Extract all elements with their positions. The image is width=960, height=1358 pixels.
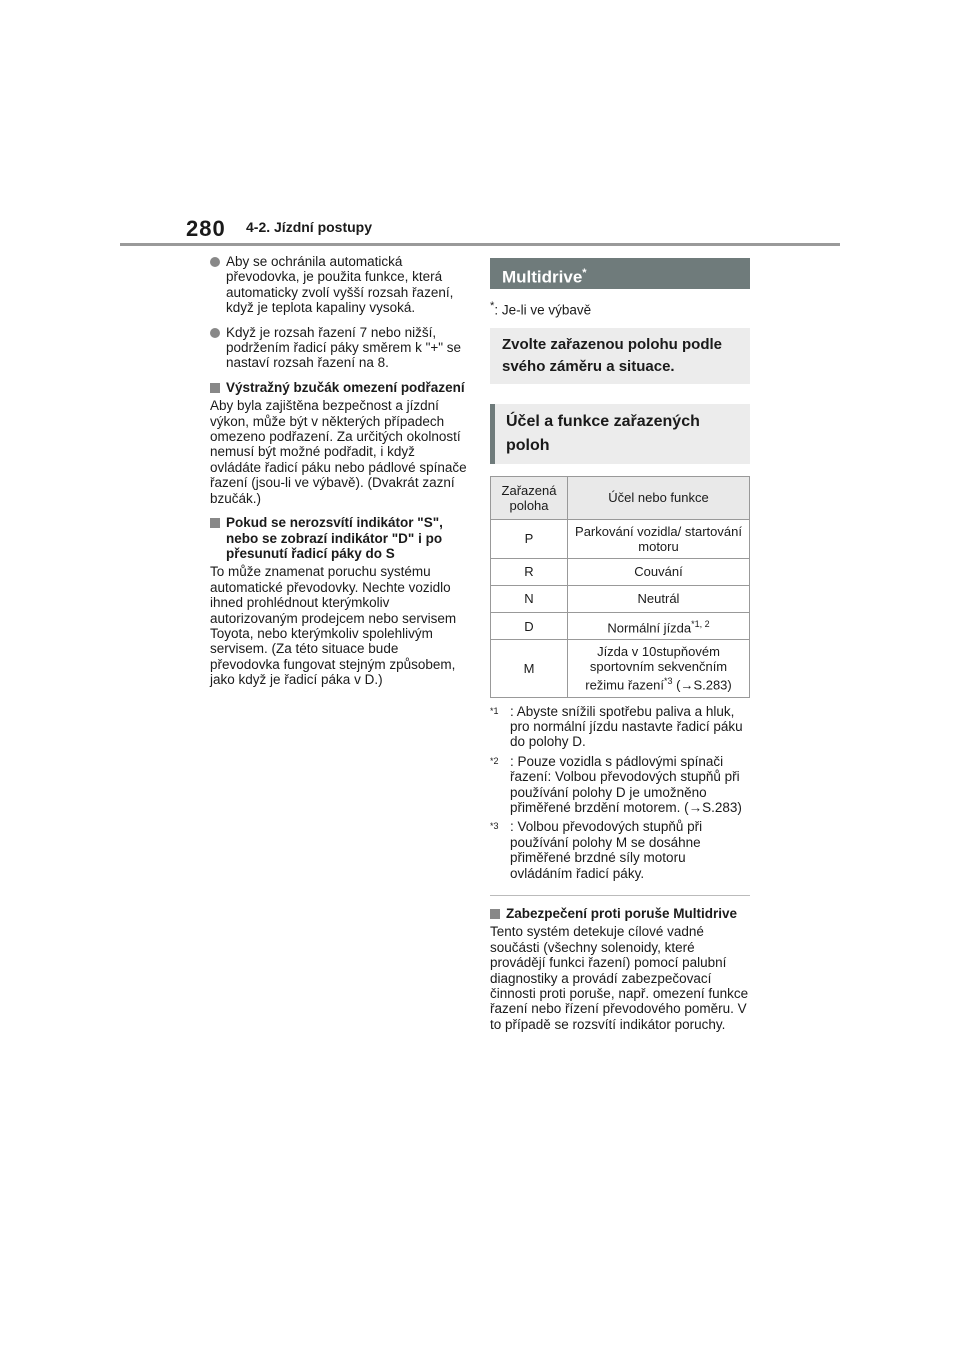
function-cell	[568, 640, 750, 697]
table-header-cell: Účel nebo funkce	[568, 476, 750, 519]
subheading-text: Zabezpečení proti poruše Multidrive	[506, 906, 738, 922]
bullet-item	[210, 325, 468, 371]
multidrive-heading	[490, 258, 750, 289]
footnote	[490, 754, 750, 816]
bullet-dot-icon	[210, 257, 220, 267]
footnote-text: : Volbou převodových stupňů při používání polohy M se dosáhne přiměřené brzdné síly motoru ovládáním řadicí páky.	[510, 819, 703, 881]
equipment-note	[490, 299, 750, 318]
square-bullet-icon	[490, 909, 500, 919]
table-row	[491, 640, 750, 697]
star-mark: *	[490, 300, 495, 312]
position-cell: P	[491, 519, 568, 558]
position-cell: N	[491, 585, 568, 612]
table-row	[491, 612, 750, 639]
footnote-text: : Pouze vozidla s pádlovými spínači řazení: Volbou převodových stupňů při používání polohy D je umožněno přiměřené brzdění motorem. (→S.283)	[510, 753, 742, 815]
subheading-text: Výstražný bzučák omezení podřazení	[226, 379, 465, 395]
right-column	[490, 258, 750, 1041]
subheading-failsafe	[490, 906, 750, 921]
subheading-indicator	[210, 515, 468, 561]
star-note-text: : Je-li ve výbavě	[494, 302, 592, 318]
failsafe-paragraph: Tento systém detekuje cílové vadné součásti (všechny solenoidy, které provádějí funkci řazení) pomocí palubní diagnostiky a provádí zabezpečovací činnosti proti poruše, např. omezení funkce řazení nebo řízení převodového poměru. V to případě se rozsvítí indikátor poruchy.	[490, 924, 749, 1032]
function-cell	[568, 585, 750, 612]
warning-paragraph: Aby byla zajištěna bezpečnost a jízdní výkon, může být v některých případech omezeno podřazení. Za určitých okolností nemusí být možné podřadit, i když ovládáte řadicí páku nebo pádlové spínače řazení (jsou-li ve výbavě). (Dvakrát zazní bzučák.)	[210, 398, 467, 506]
square-bullet-icon	[210, 518, 220, 528]
footnote-text: : Abyste snížili spotřebu paliva a hluk, pro normální jízdu nastavte řadicí páku do polohy D.	[510, 703, 743, 750]
bullet-text: Když je rozsah řazení 7 nebo nižší, podržením řadicí páky směrem k "+" se nastaví rozsah řazení na 8.	[226, 324, 462, 371]
header-rule	[120, 243, 840, 246]
footnote	[490, 819, 750, 881]
indicator-paragraph: To může znamenat poruchu systému automatické převodovky. Nechte vozidlo ihned prohlédnout kterýmkoliv autorizovaným prodejcem nebo servisem Toyota, nebo kterýmkoliv spolehlivým servisem. (Za této situace bude převodovka fungovat stejným způsobem, jako když je řadicí páka v D.)	[210, 564, 457, 688]
function-text: Neutrál	[637, 591, 680, 607]
function-cell	[568, 612, 750, 639]
function-text: Couvání	[634, 564, 683, 580]
subheading-warning-buzzer	[210, 380, 468, 395]
multidrive-title: Multidrive	[502, 267, 583, 287]
page-header	[120, 0, 840, 246]
function-cell	[568, 558, 750, 585]
table-header-row	[491, 476, 750, 519]
multidrive-star: *	[582, 267, 587, 279]
page-ref: (→S.283)	[672, 677, 732, 693]
square-bullet-icon	[210, 383, 220, 393]
bullet-text: Aby se ochránila automatická převodovka, je použita funkce, která automaticky zvolí vyšší rozsah řazení, když je teplota kapaliny vysoká.	[226, 254, 454, 316]
footnote-mark: *1	[490, 705, 499, 716]
bullet-dot-icon	[210, 328, 220, 338]
table-row	[491, 558, 750, 585]
position-cell: R	[491, 558, 568, 585]
gear-position-table	[490, 476, 750, 698]
bullet-item	[210, 254, 468, 316]
page-number: 280	[186, 216, 226, 241]
subheading-text: Pokud se nerozsvítí indikátor "S", nebo se zobrazí indikátor "D" i po přesunutí řadicí páky do S	[226, 515, 443, 561]
footnote-mark: *2	[490, 755, 499, 766]
footnote-mark: *3	[490, 821, 499, 832]
select-position-box: Zvolte zařazenou polohu podle svého záměru a situace.	[490, 328, 750, 384]
left-column	[210, 254, 468, 697]
purpose-heading: Účel a funkce zařazených poloh	[490, 404, 750, 464]
function-text: Jízda v 10stupňovém sportovním sekvenčním režimu řazení	[585, 644, 728, 693]
footnote-ref: *1, 2	[691, 618, 710, 629]
section-title: 4-2. Jízdní postupy	[246, 219, 373, 235]
table-row	[491, 519, 750, 558]
footnote	[490, 704, 750, 750]
section-divider	[490, 895, 750, 896]
table-header-cell: Zařazená poloha	[491, 476, 568, 519]
footnote-ref: *3	[663, 676, 673, 687]
function-text: Parkování vozidla/ startování motoru	[575, 523, 742, 554]
position-cell: M	[491, 640, 568, 697]
table-row	[491, 585, 750, 612]
function-cell	[568, 519, 750, 558]
position-cell: D	[491, 612, 568, 639]
function-text: Normální jízda	[607, 620, 692, 636]
